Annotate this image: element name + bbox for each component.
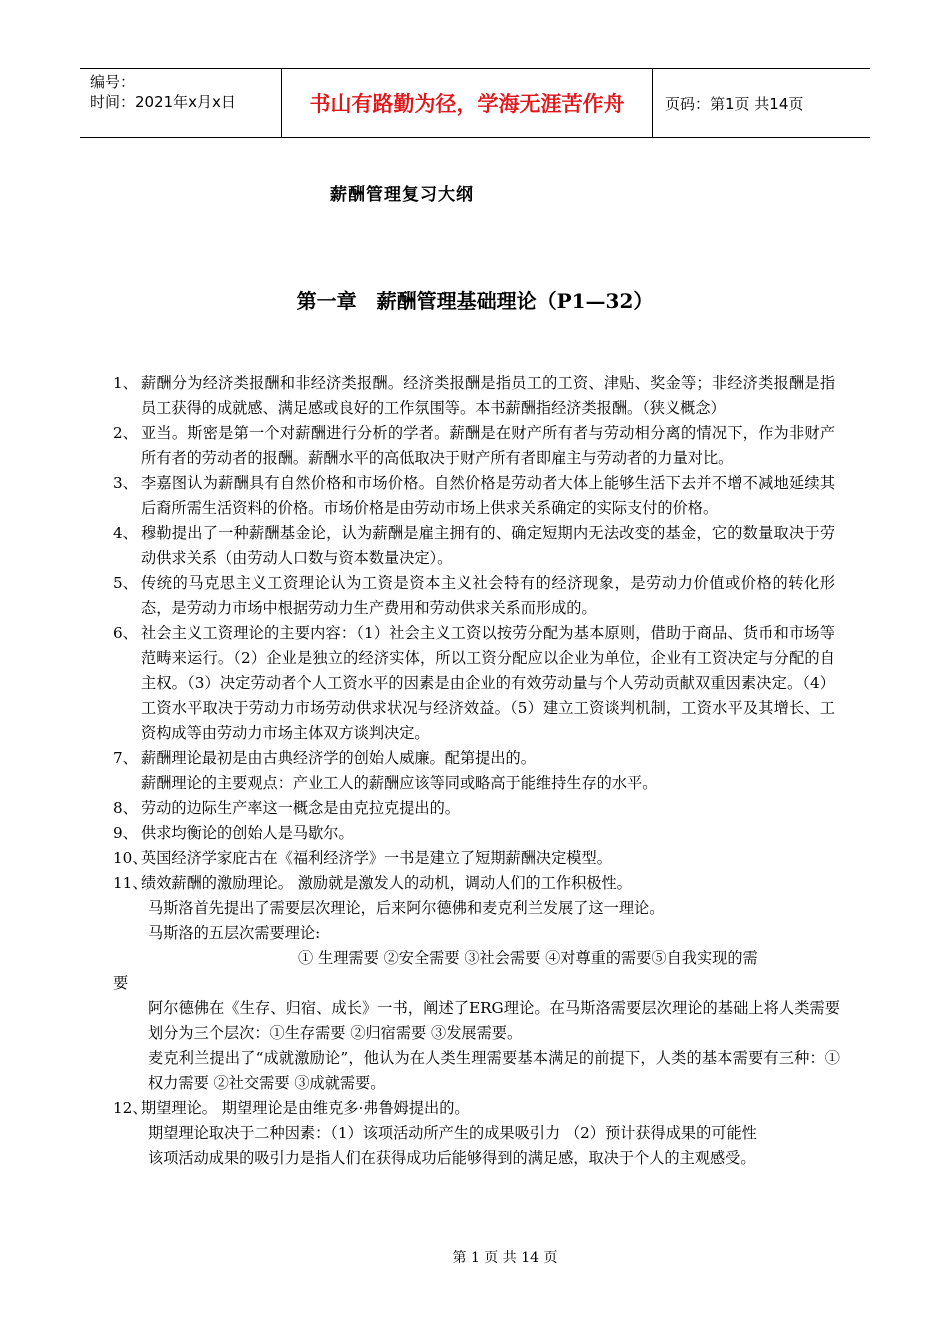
- item-text: 穆勒提出了一种薪酬基金论，认为薪酬是雇主拥有的、确定短期内无法改变的基金，它的数量取决于劳动供求关系（由劳动人口数与资本数量决定）。: [141, 524, 835, 567]
- list-item: [0, 871, 835, 896]
- motto: 书山有路勤为径，学海无涯苦作舟: [282, 69, 653, 137]
- maslow-five-levels: 马斯洛的五层次需要理论:: [148, 924, 321, 942]
- item-number: 1、: [113, 374, 138, 392]
- item-text: 传统的马克思主义工资理论认为工资是资本主义社会特有的经济现象，是劳动力价值或价格的转化形态，是劳动力市场中根据劳动力生产费用和劳动供求关系而形成的。: [141, 574, 835, 617]
- list-item: [0, 621, 835, 746]
- item-number: 6、: [113, 624, 138, 642]
- needs-list-wrap: 要: [113, 974, 129, 992]
- page-info: 页码：第1页 共14页: [665, 94, 804, 113]
- item-number: 5、: [113, 574, 138, 592]
- alderfer-erg: 阿尔德佛在《生存、归宿、成长》一书，阐述了ERG理论。在马斯洛需要层次理论的基础上将人类需要划分为三个层次：①生存需要 ②归宿需要 ③发展需要。: [148, 999, 840, 1042]
- chapter-title: 第一章 薪酬管理基础理论（P1—32）: [296, 289, 654, 313]
- number-label: 编号：: [90, 73, 136, 91]
- mcclelland-theory: 麦克利兰提出了“成就激励论”，他认为在人类生理需要基本满足的前提下，人类的基本需要有三种：①权力需要 ②社交需要 ③成就需要。: [148, 1049, 840, 1092]
- item-number: 7、: [113, 749, 138, 767]
- expectancy-attraction: 该项活动成果的吸引力是指人们在获得成功后能够得到的满足感，取决于个人的主观感受。: [148, 1149, 756, 1167]
- list-item: [0, 521, 835, 571]
- item-number: 4、: [113, 524, 138, 542]
- item-text: 薪酬分为经济类报酬和非经济类报酬。经济类报酬是指员工的工资、津贴、奖金等；非经济类报酬是指员工获得的成就感、满足感或良好的工作氛围等。本书薪酬指经济类报酬。（狭义概念）: [141, 374, 835, 417]
- list-item: [0, 471, 835, 521]
- item-text: 薪酬理论最初是由古典经济学的创始人威廉。配第提出的。: [141, 749, 536, 767]
- header-left-cell: [80, 69, 282, 137]
- list-item: [0, 821, 835, 846]
- item-text: 供求均衡论的创始人是马歇尔。: [141, 824, 354, 842]
- item-number: 2、: [113, 424, 138, 442]
- item7-subtext: 薪酬理论的主要观点：产业工人的薪酬应该等同或略高于能维持生存的水平。: [141, 774, 658, 792]
- item-number: 9、: [113, 824, 138, 842]
- item-text: 英国经济学家庇古在《福利经济学》一书是建立了短期薪酬决定模型。: [141, 849, 612, 867]
- page-footer: 第 1 页 共 14 页: [452, 1250, 558, 1266]
- maslow-intro: 马斯洛首先提出了需要层次理论，后来阿尔德佛和麦克利兰发展了这一理论。: [148, 899, 665, 917]
- item-number: 11、: [113, 874, 148, 892]
- item-text: 绩效薪酬的激励理论。 激励就是激发人的动机，调动人们的工作积极性。: [141, 874, 632, 892]
- document-body: [0, 371, 950, 1171]
- list-item: [0, 846, 835, 871]
- item-text: 李嘉图认为薪酬具有自然价格和市场价格。自然价格是劳动者大体上能够生活下去并不增不减地延续其后裔所需生活资料的价格。市场价格是由劳动市场上供求关系确定的实际支付的价格。: [141, 474, 835, 517]
- list-item: [0, 571, 835, 621]
- date-label: 时间：2021年x月x日: [90, 93, 236, 111]
- document-title: 薪酬管理复习大纲: [330, 185, 474, 205]
- needs-list: ① 生理需要 ②安全需要 ③社会需要 ④对尊重的需要⑤自我实现的需: [298, 949, 758, 967]
- item-text: 亚当。斯密是第一个对薪酬进行分析的学者。薪酬是在财产所有者与劳动相分离的情况下，作为非财产所有者的劳动者的报酬。薪酬水平的高低取决于财产所有者即雇主与劳动者的力量对比。: [141, 424, 835, 467]
- expectancy-factors: 期望理论取决于二种因素：（1）该项活动所产生的成果吸引力 （2）预计获得成果的可能性: [148, 1124, 757, 1142]
- item-text: 社会主义工资理论的主要内容：（1）社会主义工资以按劳分配为基本原则，借助于商品、货币和市场等范畴来运行。（2）企业是独立的经济实体，所以工资分配应以企业为单位，企业有工资决定与分配的自主权。（3）决定劳动者个人工资水平的因素是由企业的有效劳动量与个人劳动贡献双重因素决定。（4）工资水平取决于劳动力市场劳动供求状况与经济效益。（5）建立工资谈判机制，工资水平及其增长、工资构成等由劳动力市场主体双方谈判决定。: [141, 624, 835, 742]
- list-item: [0, 421, 835, 471]
- header-table: [80, 68, 870, 138]
- list-item: [0, 1096, 835, 1121]
- list-item: [0, 746, 835, 771]
- item-number: 10、: [113, 849, 148, 867]
- list-item: [0, 371, 835, 421]
- list-item: [0, 796, 835, 821]
- item-text: 期望理论。 期望理论是由维克多·弗鲁姆提出的。: [141, 1099, 470, 1117]
- item-number: 8、: [113, 799, 138, 817]
- item-number: 12、: [113, 1099, 148, 1117]
- item-number: 3、: [113, 474, 138, 492]
- item-text: 劳动的边际生产率这一概念是由克拉克提出的。: [141, 799, 460, 817]
